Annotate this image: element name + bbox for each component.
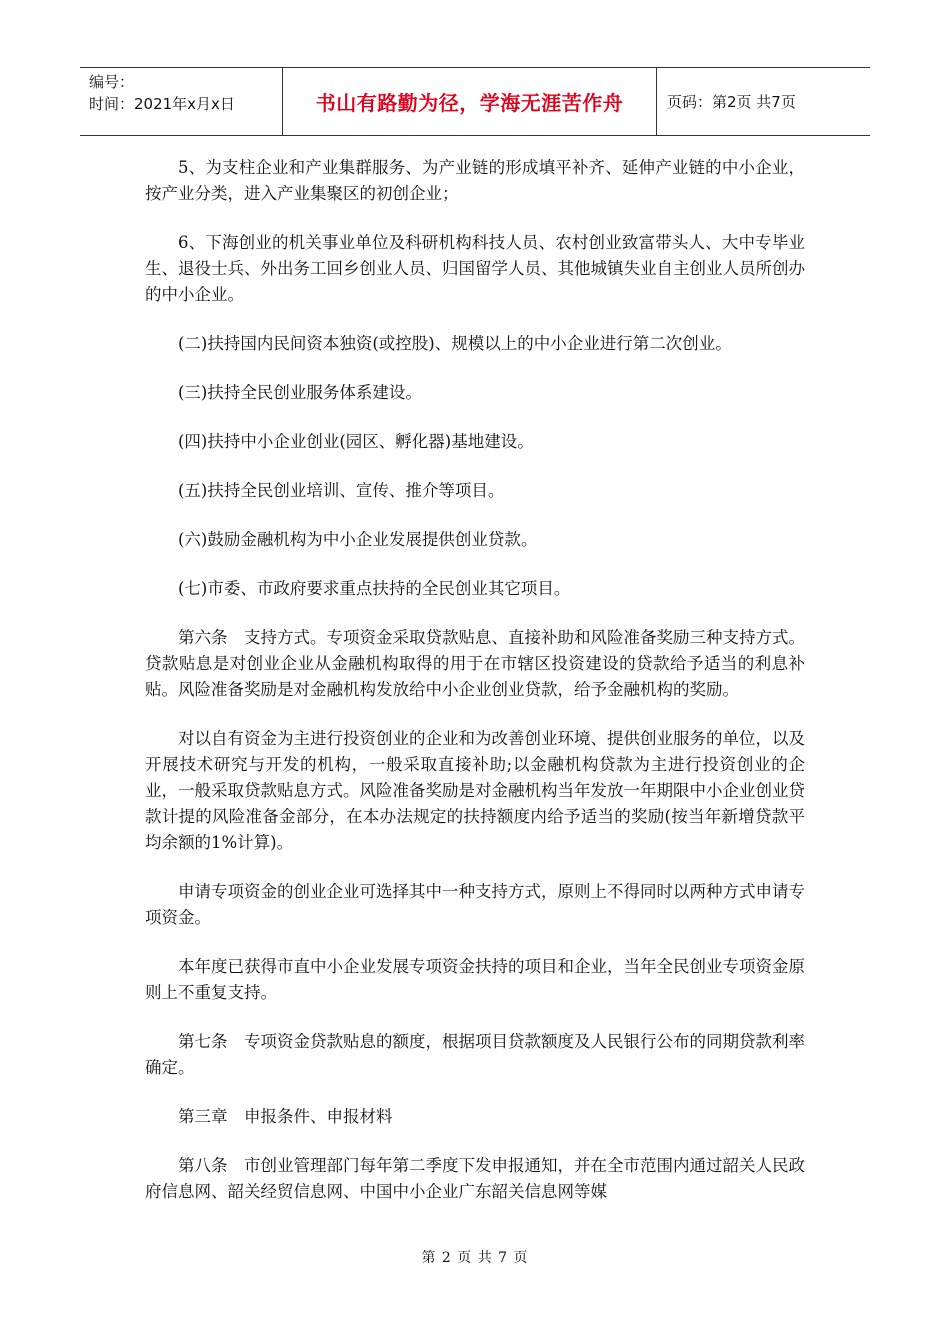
paragraph: 本年度已获得市直中小企业发展专项资金扶持的项目和企业，当年全民创业专项资金原则上不重复支持。	[145, 957, 805, 1002]
time-label: 时间：2021年x月x日	[89, 95, 235, 113]
paragraph: 第六条 支持方式。专项资金采取贷款贴息、直接补助和风险准备奖励三种支持方式。贷款贴息是对创业企业从金融机构取得的用于在市辖区投资建设的贷款给予适当的利息补贴。风险准备奖励是对金融机构发放给中小企业创业贷款，给予金融机构的奖励。	[145, 628, 805, 699]
paragraph: 对以自有资金为主进行投资创业的企业和为改善创业环境、提供创业服务的单位，以及开展技术研究与开发的机构，一般采取直接补助;以金融机构贷款为主进行投资创业的企业，一般采取贷款贴息方式。风险准备奖励是对金融机构当年发放一年期限中小企业创业贷款计提的风险准备金部分，在本办法规定的扶持额度内给予适当的奖励(按当年新增贷款平均余额的1%计算)。	[145, 729, 805, 852]
paragraph: (四)扶持中小企业创业(园区、孵化器)基地建设。	[178, 432, 534, 451]
paragraph: (五)扶持全民创业培训、宣传、推介等项目。	[178, 481, 505, 500]
paragraph: (二)扶持国内民间资本独资(或控股)、规模以上的中小企业进行第二次创业。	[178, 334, 732, 353]
header-meta	[80, 68, 283, 135]
paragraph: 第七条 专项资金贷款贴息的额度，根据项目贷款额度及人民银行公布的同期贷款利率确定。	[145, 1032, 805, 1077]
chapter-heading: 第三章 申报条件、申报材料	[178, 1107, 393, 1126]
document-header	[80, 67, 870, 136]
paragraph: (七)市委、市政府要求重点扶持的全民创业其它项目。	[178, 579, 571, 598]
paragraph: (六)鼓励金融机构为中小企业发展提供创业贷款。	[178, 530, 538, 549]
paragraph: (三)扶持全民创业服务体系建设。	[178, 383, 422, 402]
paragraph: 5、为支柱企业和产业集群服务、为产业链的形成填平补齐、延伸产业链的中小企业，按产业分类，进入产业集聚区的初创企业；	[145, 158, 805, 203]
page-footer: 第 2 页 共 7 页	[421, 1250, 529, 1266]
header-page-info: 页码：第2页 共7页	[667, 93, 796, 111]
header-motto: 书山有路勤为径，学海无涯苦作舟	[283, 68, 657, 135]
paragraph: 第八条 市创业管理部门每年第二季度下发申报通知，并在全市范围内通过韶关人民政府信息网、韶关经贸信息网、中国中小企业广东韶关信息网等媒	[145, 1156, 805, 1201]
document-body	[145, 155, 805, 1228]
number-label: 编号：	[89, 73, 135, 91]
paragraph: 申请专项资金的创业企业可选择其中一种支持方式，原则上不得同时以两种方式申请专项资金。	[145, 882, 805, 927]
paragraph: 6、下海创业的机关事业单位及科研机构科技人员、农村创业致富带头人、大中专毕业生、退役士兵、外出务工回乡创业人员、归国留学人员、其他城镇失业自主创业人员所创办的中小企业。	[145, 233, 805, 304]
